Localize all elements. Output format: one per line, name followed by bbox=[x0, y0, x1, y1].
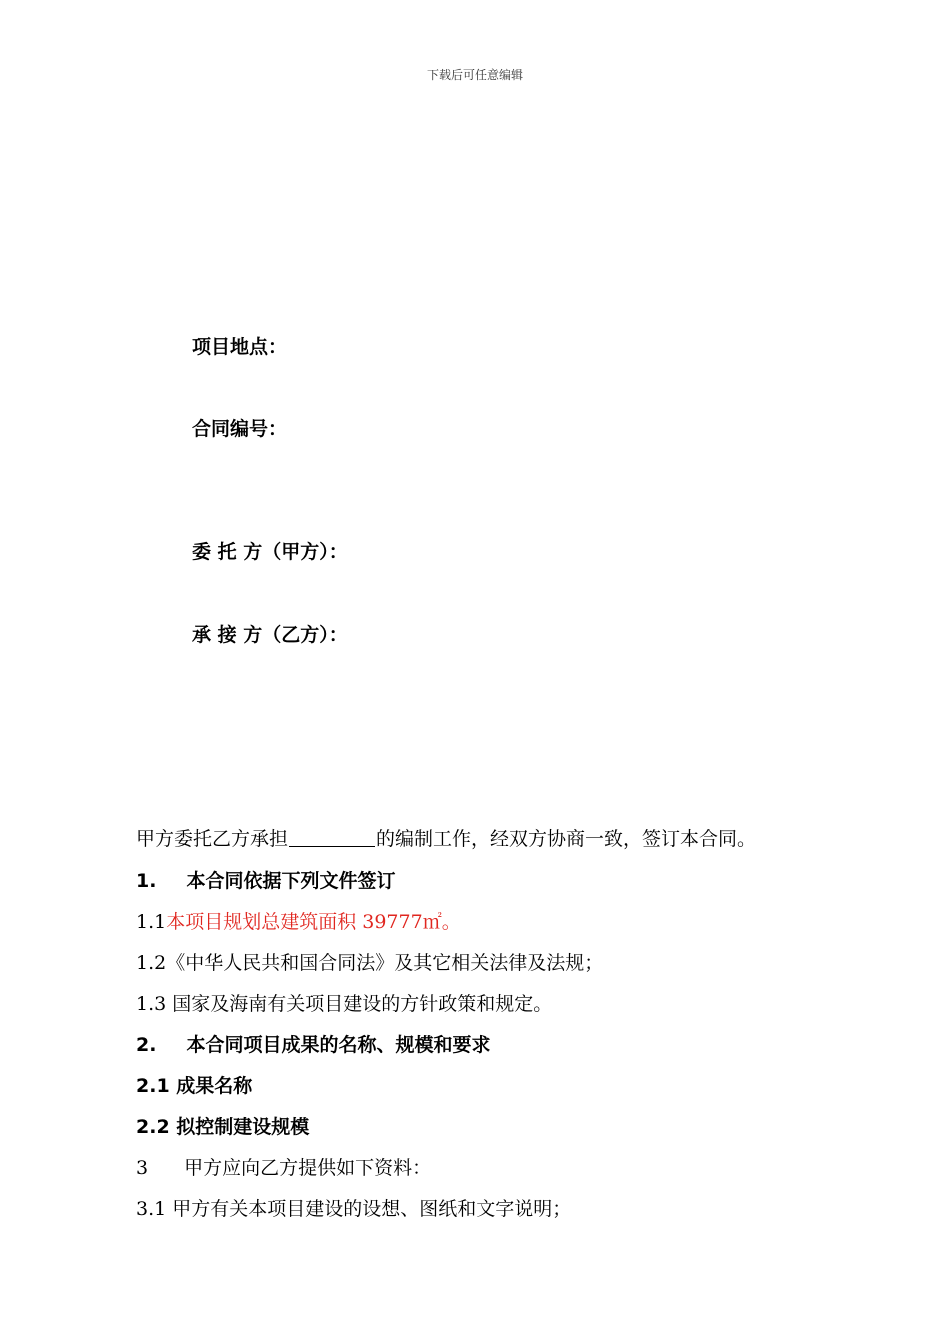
intro-text-pre: 甲方委托乙方承担 bbox=[136, 828, 289, 850]
party-b-label: 承 接 方（乙方）： bbox=[192, 624, 348, 646]
project-name-blank bbox=[289, 828, 375, 847]
item-1-1-text: 本项目规划总建筑面积 39777㎡。 bbox=[166, 911, 461, 933]
item-2-2: 2.2 拟控制建设规模 bbox=[136, 1116, 310, 1138]
intro-text-post: 的编制工作，经双方协商一致，签订本合同。 bbox=[376, 828, 757, 850]
item-1-1 bbox=[136, 907, 461, 934]
item-1-1-number: 1.1 bbox=[136, 911, 167, 933]
item-1-2: 1.2《中华人民共和国合同法》及其它相关法律及法规； bbox=[136, 952, 604, 974]
section-2-heading bbox=[136, 1030, 490, 1057]
page-header: 下载后可任意编辑 bbox=[426, 68, 523, 82]
item-3-1: 3.1 甲方有关本项目建设的设想、图纸和文字说明； bbox=[136, 1198, 572, 1220]
intro-paragraph bbox=[136, 824, 756, 851]
section-1-heading bbox=[136, 866, 395, 893]
section-1-title: 本合同依据下列文件签订 bbox=[186, 870, 396, 892]
section-1-number: 1. bbox=[136, 870, 157, 892]
section-3-number: 3 bbox=[136, 1157, 149, 1179]
project-location-label: 项目地点： bbox=[192, 336, 288, 358]
section-3-heading bbox=[136, 1153, 431, 1180]
contract-number-label: 合同编号： bbox=[192, 418, 288, 440]
party-a-label: 委 托 方（甲方）： bbox=[192, 541, 348, 563]
section-3-title: 甲方应向乙方提供如下资料： bbox=[184, 1157, 432, 1179]
section-2-title: 本合同项目成果的名称、规模和要求 bbox=[186, 1034, 491, 1056]
item-2-1: 2.1 成果名称 bbox=[136, 1075, 253, 1097]
section-2-number: 2. bbox=[136, 1034, 157, 1056]
item-1-3: 1.3 国家及海南有关项目建设的方针政策和规定。 bbox=[136, 993, 553, 1015]
